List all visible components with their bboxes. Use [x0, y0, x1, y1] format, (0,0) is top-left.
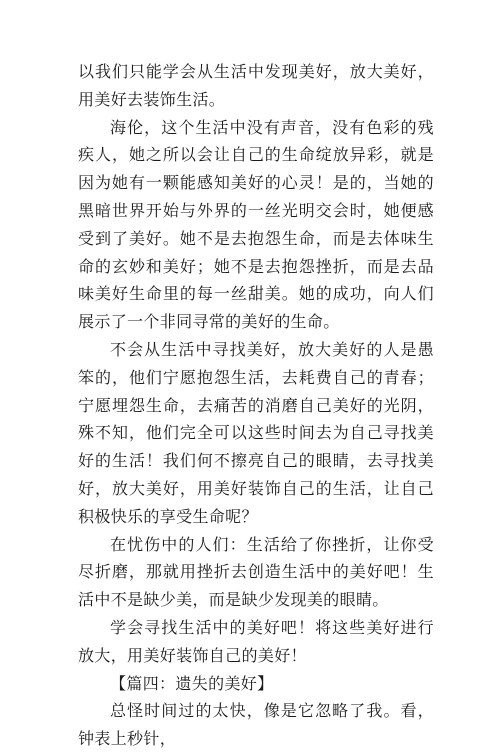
- paragraph-5: 学会寻找生活中的美好吧！将这些美好进行放大，用美好装饰自己的美好！: [78, 617, 434, 665]
- paragraph-2: 海伦，这个生活中没有声音，没有色彩的残疾人，她之所以会让自己的生命绽放异彩，就是因为她有一颗能感知美好的心灵！是的，当她的黑暗世界开始与外界的一丝光明交会时，她便感受到了美好。她不是去抱怨生命，而是去体味生命的玄妙和美好；她不是去抱怨挫折，而是去品味美好生命里的每一丝甜美。她的成功，向人们展示了一个非同寻常的美好的生命。: [78, 117, 434, 332]
- paragraph-3: 不会从生活中寻找美好，放大美好的人是愚笨的，他们宁愿抱怨生活，去耗费自己的青春；宁愿埋怨生命，去痛苦的消磨自己美好的光阴，殊不知，他们完全可以这些时间去为自己寻找美好的生活！我们何不擦亮自己的眼睛，去寻找美好，放大美好，用美好装饰自己的生活，让自己积极快乐的享受生命呢？: [78, 339, 434, 526]
- paragraph-6: 总怪时间过的太快，像是它忽略了我。看，钟表上秒针，: [78, 701, 434, 749]
- paragraph-4: 在忧伤中的人们：生活给了你挫折，让你受尽折磨，那就用挫折去创造生活中的美好吧！生活中不是缺少美，而是缺少发现美的眼睛。: [78, 534, 434, 610]
- section-heading: 【篇四：遗失的美好】: [110, 673, 274, 693]
- paragraph-1: 以我们只能学会从生活中发现美好，放大美好，用美好去装饰生活。: [78, 62, 434, 109]
